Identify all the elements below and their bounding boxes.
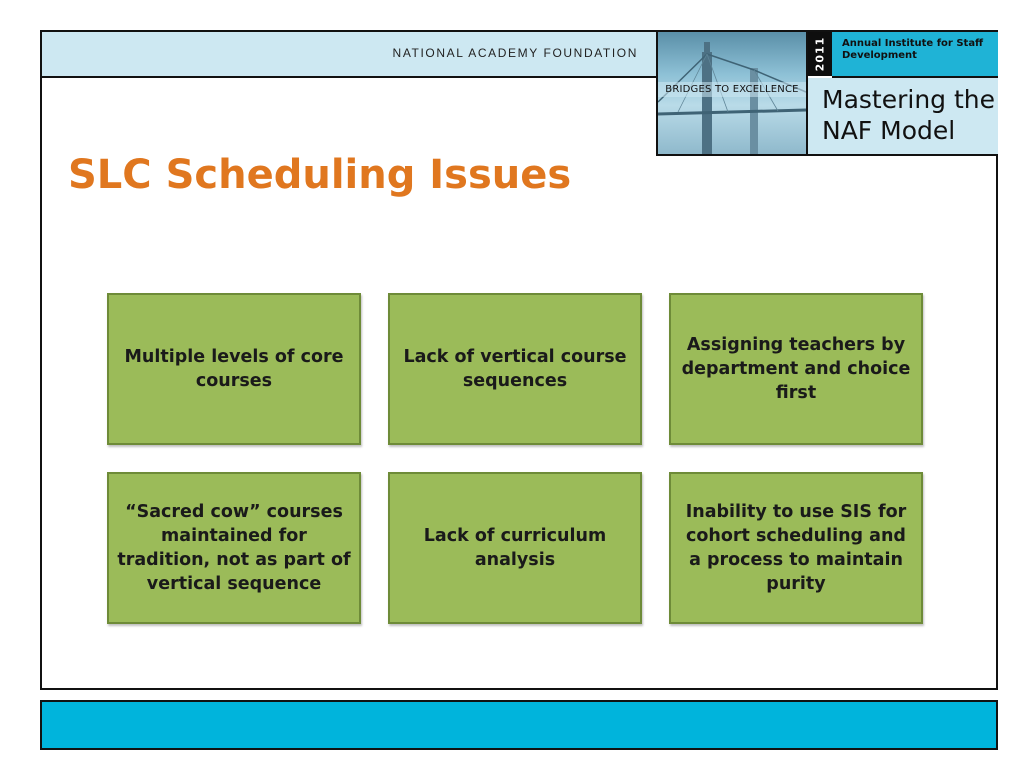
issue-card [669, 293, 923, 445]
header-band [42, 32, 656, 78]
issue-card-text: Inability to use SIS for cohort scheduling and a process to maintain purity [685, 502, 907, 594]
issue-card [388, 293, 642, 445]
org-name: NATIONAL ACADEMY FOUNDATION [392, 46, 638, 60]
issue-card-text: Assigning teachers by department and choice first [681, 335, 911, 403]
issue-card-text: Lack of curriculum analysis [423, 526, 607, 570]
issue-card [669, 472, 923, 624]
mastering-box [808, 78, 998, 154]
issue-card-text: Multiple levels of core courses [124, 347, 344, 391]
issue-card-text: “Sacred cow” courses maintained for tradition, not as part of vertical sequence [117, 502, 351, 594]
mastering-text: Mastering the NAF Model [822, 85, 996, 145]
institute-text: Annual Institute for Staff Development [842, 38, 984, 61]
conference-badge [656, 32, 998, 156]
slide-title: SLC Scheduling Issues [68, 152, 572, 198]
year-text: 2011 [813, 36, 827, 72]
issue-card [107, 293, 361, 445]
issue-card [107, 472, 361, 624]
issue-card [388, 472, 642, 624]
bridge-image [658, 32, 808, 154]
year-label [808, 32, 832, 76]
institute-box [832, 32, 998, 78]
footer-bar [40, 700, 998, 750]
issue-card-text: Lack of vertical course sequences [403, 347, 627, 391]
bridges-caption: BRIDGES TO EXCELLENCE [658, 82, 806, 97]
